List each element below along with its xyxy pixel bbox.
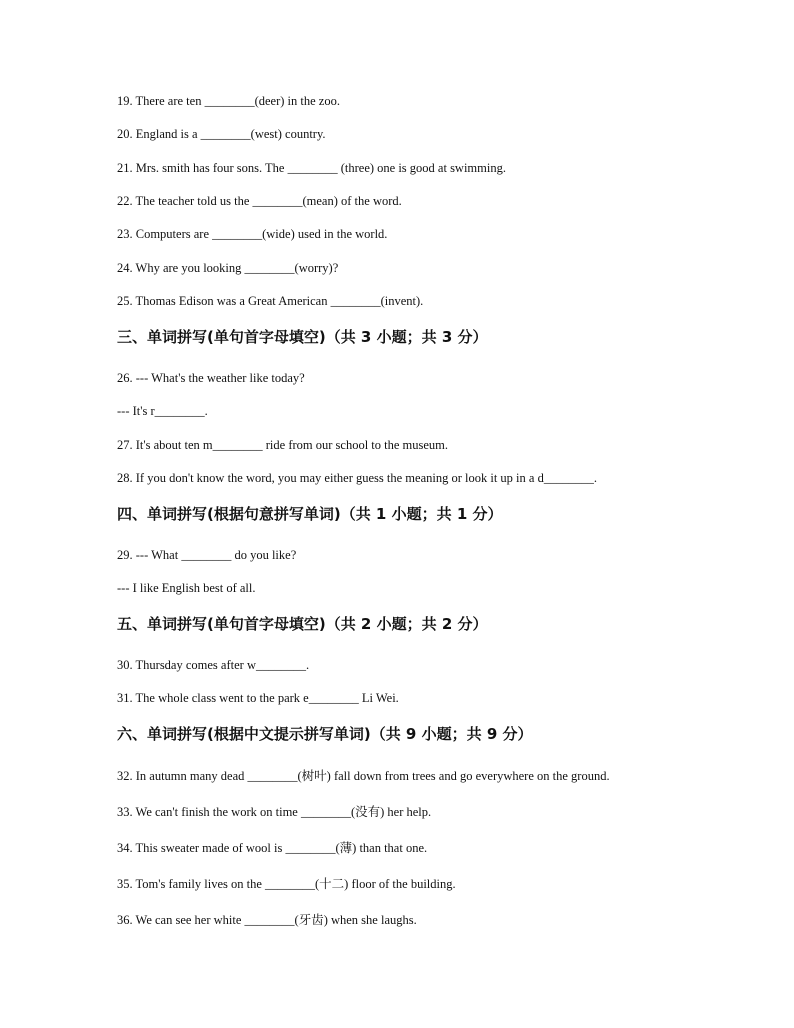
question-30: 30. Thursday comes after w________. [117, 658, 310, 672]
question-29-answer: --- I like English best of all. [117, 581, 256, 595]
question-19: 19. There are ten ________(deer) in the zoo. [117, 94, 340, 108]
question-33: 33. We can't finish the work on time ________(没有) her help. [117, 805, 432, 819]
question-34: 34. This sweater made of wool is ________(薄) than that one. [117, 841, 428, 855]
question-32: 32. In autumn many dead ________(树叶) fall down from trees and go everywhere on the ground. [117, 769, 610, 783]
question-24: 24. Why are you looking ________(worry)? [117, 261, 339, 275]
section-4-heading: 四、单词拼写(根据句意拼写单词)（共 1 小题；共 1 分） [117, 505, 503, 523]
question-35: 35. Tom's family lives on the ________(十二) floor of the building. [117, 877, 456, 891]
question-23: 23. Computers are ________(wide) used in the world. [117, 227, 388, 241]
question-20: 20. England is a ________(west) country. [117, 127, 326, 141]
section-3-heading: 三、单词拼写(单句首字母填空)（共 3 小题；共 3 分） [117, 328, 488, 346]
section-5-heading: 五、单词拼写(单句首字母填空)（共 2 小题；共 2 分） [117, 615, 488, 633]
question-21: 21. Mrs. smith has four sons. The ________ (three) one is good at swimming. [117, 161, 506, 175]
question-25: 25. Thomas Edison was a Great American ________(invent). [117, 294, 424, 308]
question-22: 22. The teacher told us the ________(mean) of the word. [117, 194, 402, 208]
question-27: 27. It's about ten m________ ride from our school to the museum. [117, 438, 449, 452]
question-31: 31. The whole class went to the park e________ Li Wei. [117, 691, 399, 705]
question-29: 29. --- What ________ do you like? [117, 548, 297, 562]
question-26-answer: --- It's r________. [117, 404, 208, 418]
question-36: 36. We can see her white ________(牙齿) when she laughs. [117, 913, 417, 927]
question-28: 28. If you don't know the word, you may either guess the meaning or look it up in a d________. [117, 471, 597, 485]
question-26: 26. --- What's the weather like today? [117, 371, 305, 385]
section-6-heading: 六、单词拼写(根据中文提示拼写单词)（共 9 小题；共 9 分） [117, 725, 533, 743]
